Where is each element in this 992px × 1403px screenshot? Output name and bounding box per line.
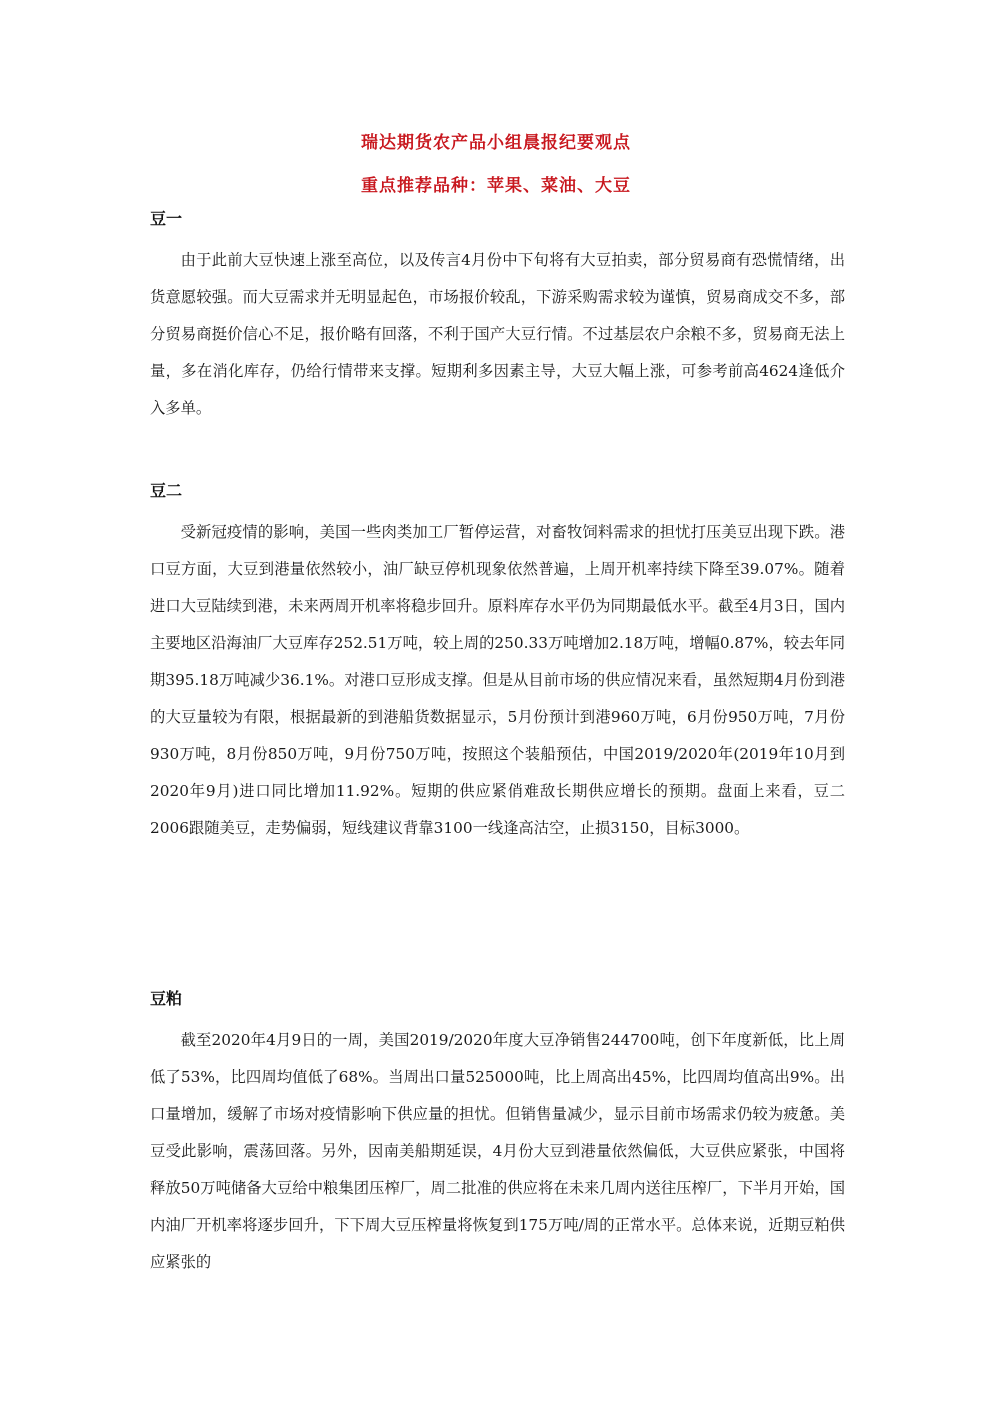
- section-soybean-meal: [150, 988, 845, 1281]
- section-paragraph: 受新冠疫情的影响，美国一些肉类加工厂暂停运营，对畜牧饲料需求的担忧打压美豆出现下跌。港口豆方面，大豆到港量依然较小，油厂缺豆停机现象依然普遍，上周开机率持续下降至39.07%。随着进口大豆陆续到港，未来两周开机率将稳步回升。原料库存水平仍为同期最低水平。截至4月3日，国内主要地区沿海油厂大豆库存252.51万吨，较上周的250.33万吨增加2.18万吨，增幅0.87%，较去年同期395.18万吨减少36.1%。对港口豆形成支撑。但是从目前市场的供应情况来看，虽然短期4月份到港的大豆量较为有限，根据最新的到港船货数据显示，5月份预计到港960万吨，6月份950万吨，7月份930万吨，8月份850万吨，9月份750万吨，按照这个装船预估，中国2019/2020年(2019年10月到2020年9月)进口同比增加11.92%。短期的供应紧俏难敌长期供应增长的预期。盘面上来看，豆二2006跟随美豆，走势偏弱，短线建议背靠3100一线逢高沽空，止损3150，目标3000。: [150, 523, 845, 837]
- section-soybean-no1: [150, 208, 845, 427]
- section-heading: 豆一: [150, 209, 183, 228]
- section-heading: 豆粕: [150, 989, 183, 1008]
- document-subtitle: 重点推荐品种：苹果、菜油、大豆: [361, 176, 631, 196]
- section-paragraph: 由于此前大豆快速上涨至高位，以及传言4月份中下旬将有大豆拍卖，部分贸易商有恐慌情绪，出货意愿较强。而大豆需求并无明显起色，市场报价较乱，下游采购需求较为谨慎，贸易商成交不多，部分贸易商挺价信心不足，报价略有回落，不利于国产大豆行情。不过基层农户余粮不多，贸易商无法上量，多在消化库存，仍给行情带来支撑。短期利多因素主导，大豆大幅上涨，可参考前高4624逢低介入多单。: [150, 251, 845, 417]
- section-paragraph: 截至2020年4月9日的一周，美国2019/2020年度大豆净销售244700吨，创下年度新低，比上周低了53%，比四周均值低了68%。当周出口量525000吨，比上周高出45%，比四周均值高出9%。出口量增加，缓解了市场对疫情影响下供应量的担忧。但销售量减少，显示目前市场需求仍较为疲惫。美豆受此影响，震荡回落。另外，因南美船期延误，4月份大豆到港量依然偏低，大豆供应紧张，中国将释放50万吨储备大豆给中粮集团压榨厂，周二批准的供应将在未来几周内送往压榨厂，下半月开始，国内油厂开机率将逐步回升，下下周大豆压榨量将恢复到175万吨/周的正常水平。总体来说，近期豆粕供应紧张的: [150, 1031, 845, 1271]
- section-heading: 豆二: [150, 481, 183, 500]
- document-title: 瑞达期货农产品小组晨报纪要观点: [361, 133, 631, 153]
- section-soybean-no2: [150, 480, 845, 847]
